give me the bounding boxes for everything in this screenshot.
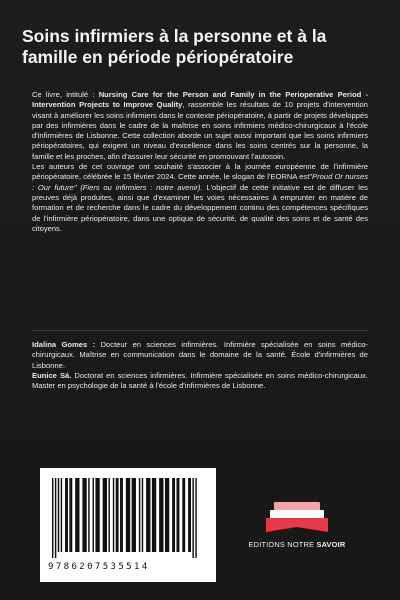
book-title: Soins infirmiers à la personne et à la famille en période périopératoire: [22, 26, 327, 67]
author-bio-text: Doctorat en sciences infirmières. Infirmière spécialisée en soins médico-chirurgicaux. Master en psychologie de la santé à l'école d'infirmières de Lisbonne.: [32, 370, 368, 391]
author-bios: [32, 340, 368, 391]
barcode-bar: [65, 478, 68, 552]
barcode-bar: [182, 478, 185, 552]
barcode-bars: [50, 478, 206, 558]
author-bio: [32, 340, 368, 371]
book-description: [32, 90, 368, 234]
barcode-bar: [195, 478, 196, 558]
barcode-bar: [142, 478, 143, 552]
barcode-bar: [192, 478, 193, 558]
barcode-bar: [172, 478, 175, 552]
barcode-bar: [120, 478, 123, 552]
eorna-slogan: Proud Or nurses : Our future" (Fiers ou infirmiers : notre avenir): [32, 172, 368, 192]
barcode-bar: [177, 478, 180, 552]
description-p2-start: Les auteurs de cet ouvrage ont souhaité s'associer à la journée européenne de l'infirmière périopératoire, célébrée le 15 février 2024. Cette année, le slogan de l'EORNA est": [32, 162, 368, 182]
barcode-bar: [69, 478, 72, 552]
description-p2-text: . L'objectif de cette initiative est de diffuser les preuves déjà produites, ainsi que d'examiner les voies nécessaires à emprunter en matière de formation et de recherche dans le cadre du développement continu des compétences spécifiques de l'infirmière périopératoire, dans une optique de sécurité, de qualité des soins et de santé des citoyens.: [32, 182, 368, 233]
barcode-bar: [146, 478, 150, 552]
barcode-bar: [165, 478, 169, 552]
barcode-bar: [108, 478, 109, 552]
barcode-bar: [132, 478, 136, 552]
barcode-bar: [113, 478, 114, 552]
publisher-name: [232, 540, 362, 549]
barcode-bar: [126, 478, 130, 552]
publisher-logo-icon: [262, 500, 332, 536]
barcode-bar: [61, 478, 62, 552]
author-name: Idalina Gomes :: [32, 340, 96, 349]
publisher-block: [232, 500, 362, 560]
description-paragraph-1: [32, 90, 368, 162]
barcode-bar: [116, 478, 119, 552]
publisher-name-bold: SAVOIR: [316, 540, 346, 549]
barcode-bar: [58, 478, 59, 552]
original-book-title: Nursing Care for the Person and Family in the Perioperative Period - Intervention Projects to Improve Quality: [32, 90, 368, 110]
barcode-bar: [93, 478, 94, 552]
author-bio-text: Docteur en sciences infirmières. Infirmière spécialisée en soins médico-chirurgicaux. Maîtrise en communication dans le domaine de la santé. École d'infirmières de Lisbonne.: [32, 340, 368, 370]
description-p1-text: , rassemble les résultats de 10 projets d'intervention visant à améliorer les soins infirmiers dans le contexte périopératoire, à partir de projets développés par des infirmières dans le cadre de la maîtrise en soins infirmiers médico-chirurgicaux à l'école d'infirmières de Lisbonne. Cette collection aborde un sujet aussi important que les soins infirmiers périopératoires, qui exigent un niveau d'excellence dans les soins centrés sur la personne, la famille et les proches, afin d'assurer leur sécurité en promouvant l'autosoin.: [32, 100, 368, 161]
barcode-bar: [88, 478, 89, 552]
barcode-bar: [139, 478, 140, 552]
barcode-bar: [159, 478, 163, 552]
barcode-bar: [103, 478, 107, 552]
author-bio: [32, 371, 368, 392]
barcode-bar: [75, 478, 79, 552]
author-name: Eunice Sá.: [32, 370, 72, 380]
barcode-bar: [152, 478, 156, 552]
description-paragraph-2: [32, 162, 368, 234]
barcode-bar: [52, 478, 53, 558]
description-intro: Ce livre, intitulé :: [32, 90, 99, 99]
section-divider: [32, 330, 368, 331]
barcode-bar: [82, 478, 86, 552]
barcode-bar: [95, 478, 99, 552]
publisher-name-light: EDITIONS NOTRE: [248, 540, 317, 549]
barcode-bar: [55, 478, 56, 558]
isbn-barcode: [40, 468, 216, 582]
barcode-bar: [188, 478, 191, 552]
isbn-number: 9786207535514: [48, 562, 150, 572]
